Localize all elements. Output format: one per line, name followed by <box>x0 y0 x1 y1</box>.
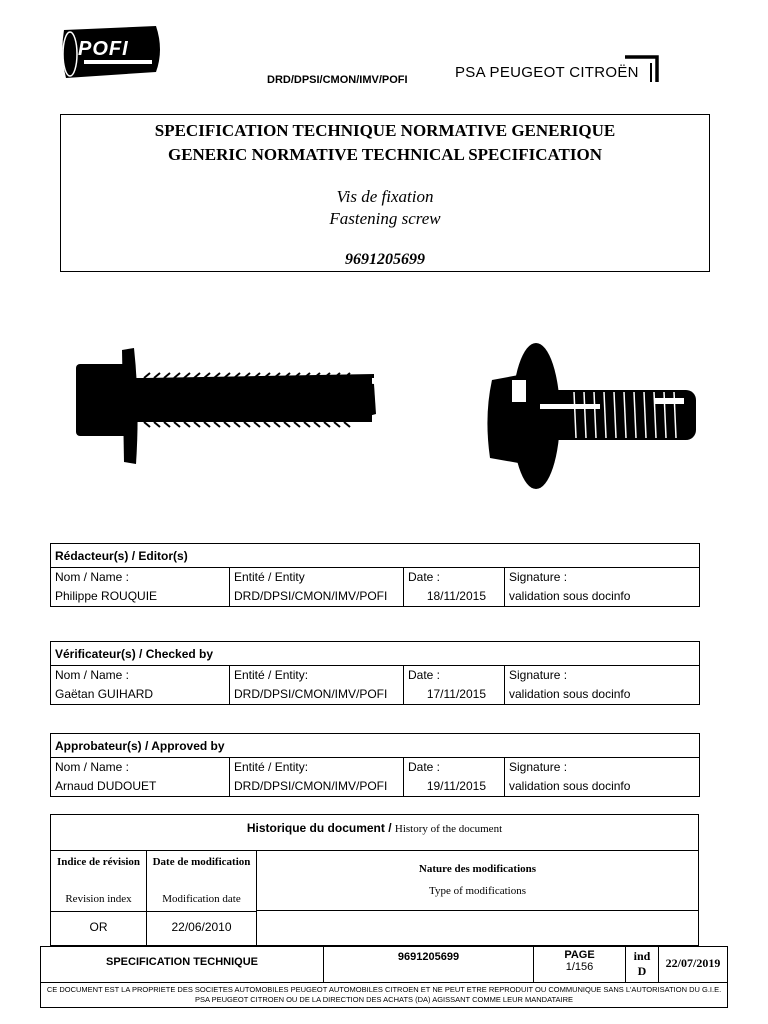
brand-name: PSA PEUGEOT CITROËN <box>455 64 639 81</box>
history-title <box>51 815 698 851</box>
col-name: Nom / Name : <box>51 758 230 777</box>
col-signature: Signature : <box>509 570 568 584</box>
col-entity: Entité / Entity <box>230 568 404 587</box>
footer-doc-number: 9691205699 <box>324 947 534 982</box>
col-signature: Signature : <box>509 668 568 682</box>
approved-by-table <box>50 733 700 797</box>
logo-text: POFI <box>78 38 129 60</box>
approver-date: 19/11/2015 <box>404 777 505 796</box>
checker-signature: validation sous docinfo <box>509 687 631 701</box>
screw-side-view-image <box>74 344 379 468</box>
footer-index <box>626 947 659 982</box>
revision-index-value: OR <box>89 920 108 934</box>
modification-type-label-fr: Nature des modifications <box>418 863 537 875</box>
editor-table <box>50 543 700 607</box>
footer-ind-label: ind <box>633 949 651 963</box>
approver-signature: validation sous docinfo <box>509 779 631 793</box>
col-date: Date : <box>404 568 505 587</box>
col-entity: Entité / Entity: <box>230 758 404 777</box>
revision-index-label-fr: Indice de révision <box>56 856 141 868</box>
pofi-logo <box>56 20 166 84</box>
history-title-fr: Historique du document / <box>246 821 392 835</box>
approver-entity: DRD/DPSI/CMON/IMV/POFI <box>230 777 404 796</box>
title-english: GENERIC NORMATIVE TECHNICAL SPECIFICATION <box>167 145 603 164</box>
editor-header-row <box>51 568 699 587</box>
editor-heading: Rédacteur(s) / Editor(s) <box>51 544 699 568</box>
modification-date-column <box>147 851 257 947</box>
document-history-table <box>50 814 699 946</box>
footer-doc-type: SPECIFICATION TECHNIQUE <box>41 947 324 982</box>
approved-heading: Approbateur(s) / Approved by <box>51 734 699 758</box>
modification-date-label-en: Modification date <box>162 893 241 905</box>
footer-page-value: 1/156 <box>565 961 594 973</box>
department-code: DRD/DPSI/CMON/IMV/POFI <box>267 74 408 86</box>
approved-value-row <box>51 777 699 796</box>
modification-type-label-en: Type of modifications <box>429 885 526 897</box>
col-date: Date : <box>404 758 505 777</box>
document-number: 9691205699 <box>345 251 425 268</box>
checker-entity: DRD/DPSI/CMON/IMV/POFI <box>230 685 404 704</box>
editor-value-row <box>51 587 699 606</box>
revision-index-column <box>51 851 147 947</box>
title-french: SPECIFICATION TECHNIQUE NORMATIVE GENERIQUE <box>154 121 616 140</box>
checked-heading: Vérificateur(s) / Checked by <box>51 642 699 666</box>
checked-by-table <box>50 641 700 705</box>
footer-page <box>534 947 626 982</box>
checked-header-row <box>51 666 699 685</box>
history-title-en: History of the document <box>394 823 503 835</box>
editor-signature: validation sous docinfo <box>509 589 631 603</box>
screw-perspective-view-image <box>484 340 706 492</box>
footer-page-label: PAGE <box>564 949 595 961</box>
modification-type-column <box>257 851 698 911</box>
editor-date: 18/11/2015 <box>404 587 505 606</box>
page-footer <box>40 946 728 1008</box>
checker-name: Gaëtan GUIHARD <box>51 685 230 704</box>
approver-name: Arnaud DUDOUET <box>51 777 230 796</box>
checker-date: 17/11/2015 <box>404 685 505 704</box>
subject-french: Vis de fixation <box>336 187 434 206</box>
approved-header-row <box>51 758 699 777</box>
title-block <box>60 114 710 272</box>
col-date: Date : <box>404 666 505 685</box>
footer-property-notice: CE DOCUMENT EST LA PROPRIETE DES SOCIETES AUTOMOBILES PEUGEOT AUTOMOBILES CITROEN ET NE PEUT ETRE REPRODUIT OU COMMUNIQUE SANS L'AUTORISATION DU G.I.E. PSA PEUGEOT CITROEN OU DE LA DIRECTION DES ACHATS (DA) AGISSANT COMME LEUR MANDATAIRE <box>46 985 722 1004</box>
subject-english: Fastening screw <box>329 209 441 228</box>
col-name: Nom / Name : <box>51 568 230 587</box>
revision-index-label-en: Revision index <box>65 893 132 905</box>
brand-corner-mark-icon <box>625 55 659 83</box>
checked-value-row <box>51 685 699 704</box>
editor-entity: DRD/DPSI/CMON/IMV/POFI <box>230 587 404 606</box>
col-signature: Signature : <box>509 760 568 774</box>
footer-date: 22/07/2019 <box>665 956 721 970</box>
col-entity: Entité / Entity: <box>230 666 404 685</box>
footer-ind-value: D <box>637 964 647 978</box>
modification-date-value: 22/06/2010 <box>171 920 232 934</box>
editor-name: Philippe ROUQUIE <box>51 587 230 606</box>
col-name: Nom / Name : <box>51 666 230 685</box>
modification-date-label-fr: Date de modification <box>152 856 251 868</box>
